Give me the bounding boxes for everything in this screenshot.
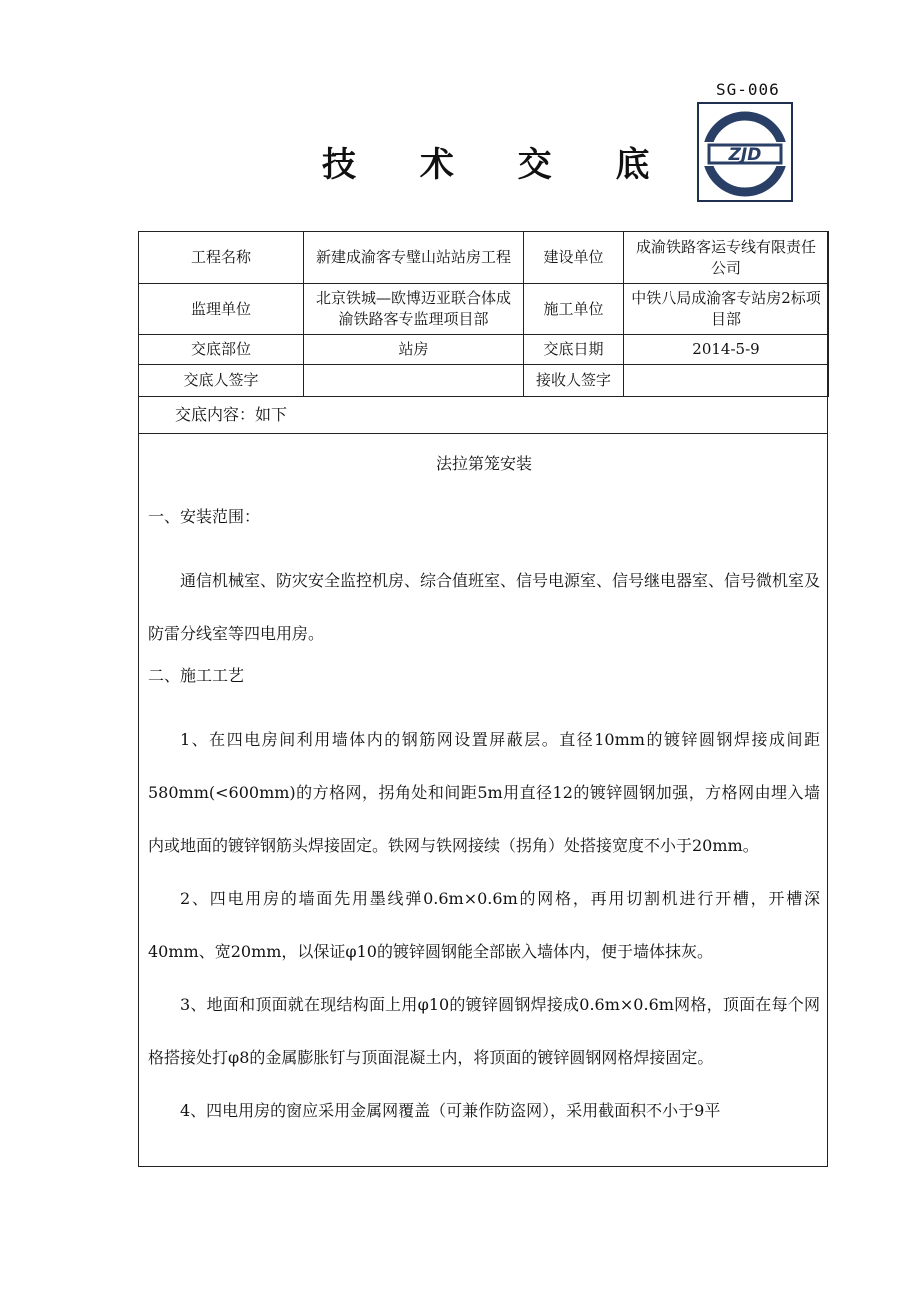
receiver-sign-label: 接收人签字 [524, 365, 624, 397]
builder-value: 成渝铁路客运专线有限责任公司 [624, 232, 829, 284]
date-label: 交底日期 [524, 335, 624, 365]
section2-title: 二、施工工艺 [148, 666, 245, 685]
project-name-label: 工程名称 [139, 232, 304, 284]
content-divider [138, 433, 828, 434]
date-value: 2014-5-9 [624, 335, 829, 365]
zjd-logo-icon [697, 102, 793, 202]
svg-text:ZJD: ZJD [728, 145, 762, 165]
section1-text: 通信机械室、防灾安全监控机房、综合值班室、信号电源室、信号继电器室、信号微机室及防雷分线室等四电用房。 [148, 571, 821, 643]
process-item-3: 3、地面和顶面就在现结构面上用φ10的镀锌圆钢焊接成0.6m×0.6m网格，顶面在每个网格搭接处打φ8的金属膨胀钉与顶面混凝土内，将顶面的镀锌圆钢网格焊接固定。 [148, 995, 820, 1067]
contractor-label: 施工单位 [524, 284, 624, 335]
process-item-2: 2、四电用房的墙面先用墨线弹0.6m×0.6m的网格，再用切割机进行开槽，开槽深40mm、宽20mm，以保证φ10的镀锌圆钢能全部嵌入墙体内，便于墙体抹灰。 [148, 889, 820, 961]
giver-sign-label: 交底人签字 [139, 365, 304, 397]
part-label: 交底部位 [139, 335, 304, 365]
builder-label: 建设单位 [524, 232, 624, 284]
process-item-4: 4、四电用房的窗应采用金属网覆盖（可兼作防盗网），采用截面积不小于9平 [180, 1101, 721, 1120]
document-code: SG-006 [716, 80, 780, 99]
part-value: 站房 [304, 335, 524, 365]
contractor-value: 中铁八局成渝客专站房2标项目部 [624, 284, 829, 335]
section1-title: 一、安装范围： [148, 507, 261, 526]
info-table [138, 231, 829, 397]
supervisor-label: 监理单位 [139, 284, 304, 335]
page-title: 技 术 交 底 [322, 145, 676, 185]
receiver-sign-field[interactable] [624, 365, 829, 397]
project-name-value: 新建成渝客专璧山站站房工程 [304, 232, 524, 284]
giver-sign-field[interactable] [304, 365, 524, 397]
supervisor-value: 北京铁城—欧博迈亚联合体成渝铁路客专监理项目部 [304, 284, 524, 335]
process-item-1: 1、在四电房间利用墙体内的钢筋网设置屏蔽层。直径10mm的镀锌圆钢焊接成间距580mm(<600mm)的方格网，拐角处和间距5m用直径12的镀锌圆钢加强，方格网由埋入墙内或地面的镀锌钢筋头焊接固定。铁网与铁网接续（拐角）处搭接宽度不小于20mm。 [148, 730, 820, 855]
content-intro: 交底内容：如下 [175, 405, 288, 424]
content-body [148, 448, 820, 1137]
content-heading: 法拉第笼安装 [435, 454, 532, 473]
